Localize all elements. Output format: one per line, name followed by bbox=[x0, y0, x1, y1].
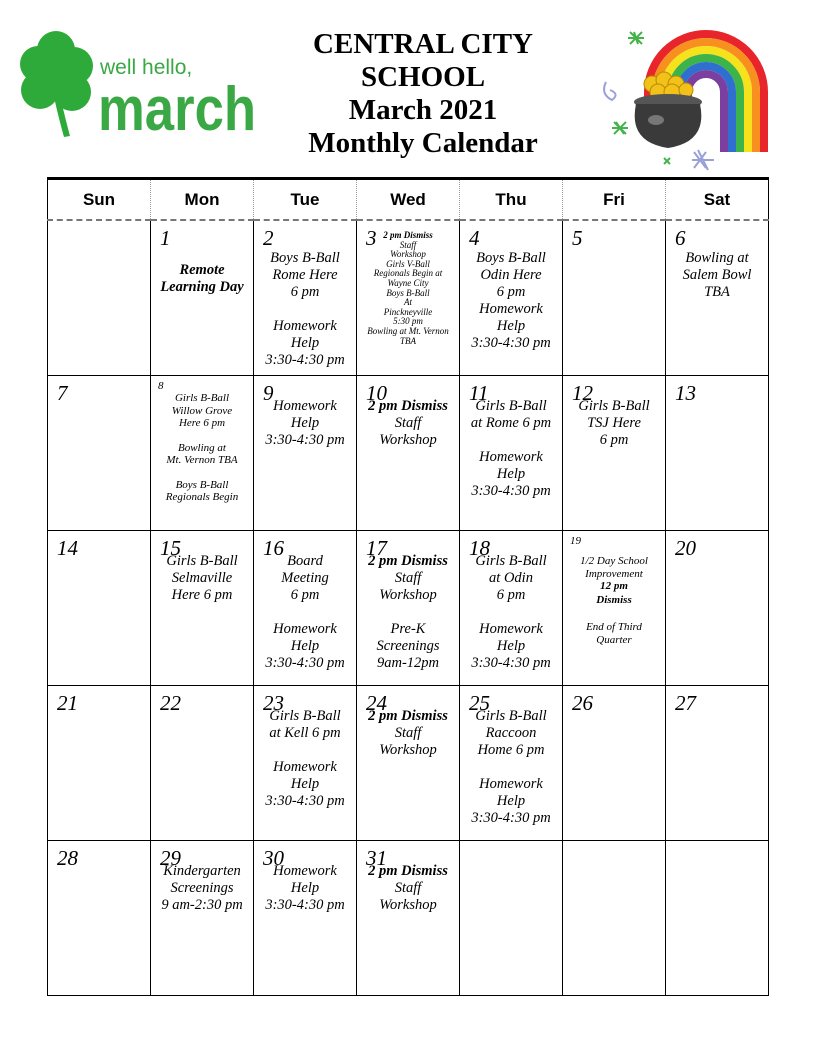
week-row bbox=[48, 531, 769, 686]
event-text: Girls B-Ball bbox=[269, 708, 341, 724]
event-text: Bowling at bbox=[685, 250, 749, 266]
event-text: Help bbox=[290, 335, 320, 351]
event-text: Willow Grove bbox=[171, 404, 233, 417]
event-text: Kindergarten bbox=[163, 863, 241, 879]
day-number bbox=[666, 841, 768, 846]
day-number: 17 bbox=[366, 536, 387, 560]
event-text: Workshop bbox=[379, 587, 437, 603]
event-text: Boys B-Ball bbox=[270, 250, 340, 266]
day-cell bbox=[666, 686, 769, 841]
event-text: Home 6 pm bbox=[477, 742, 545, 758]
event-text: Mt. Vernon TBA bbox=[166, 454, 238, 466]
event-text: Boys B-Ball bbox=[386, 287, 430, 298]
event-text: 6 pm bbox=[290, 284, 320, 300]
event-text: 2 pm Dismiss bbox=[368, 553, 448, 569]
day-cell bbox=[666, 841, 769, 996]
weekday-header: Mon bbox=[151, 179, 254, 221]
event-text: Wayne City bbox=[387, 277, 429, 288]
day-cell bbox=[254, 531, 357, 686]
day-cell bbox=[563, 531, 666, 686]
day-number: 7 bbox=[57, 381, 68, 405]
day-cell bbox=[460, 220, 563, 376]
day-number: 15 bbox=[160, 536, 181, 560]
event-text: Homework bbox=[273, 621, 337, 637]
event-text: Girls B-Ball bbox=[475, 398, 547, 414]
day-cell bbox=[563, 686, 666, 841]
event-text: At bbox=[404, 297, 412, 308]
event-text: Boys B-Ball bbox=[476, 250, 546, 266]
event-text: Help bbox=[496, 793, 526, 809]
day-cell bbox=[254, 841, 357, 996]
event-text: Improvement bbox=[585, 567, 643, 580]
day-cell bbox=[460, 376, 563, 531]
event-text: Here 6 pm bbox=[171, 587, 233, 603]
event-text: 3:30-4:30 pm bbox=[265, 793, 345, 809]
event-text: Regionals Begin bbox=[165, 491, 239, 503]
event-text: Help bbox=[496, 638, 526, 654]
event-text: Board bbox=[287, 553, 323, 569]
event-text: Workshop bbox=[390, 249, 426, 260]
event-text: Boys B-Ball bbox=[175, 478, 229, 491]
weekday-header: Sat bbox=[666, 179, 769, 221]
pot-icon bbox=[634, 94, 702, 148]
day-number: 2 bbox=[263, 226, 274, 250]
day-number: 24 bbox=[366, 691, 387, 715]
event-text: Girls V-Ball bbox=[386, 258, 430, 269]
logo-line-2: march bbox=[98, 75, 256, 144]
day-cell bbox=[48, 220, 151, 376]
event-text: Girls B-Ball bbox=[578, 398, 650, 414]
event-text: 3:30-4:30 pm bbox=[471, 655, 551, 671]
event-text: 3:30-4:30 pm bbox=[471, 335, 551, 351]
event-text: Homework bbox=[273, 863, 337, 879]
weekday-header: Wed bbox=[357, 179, 460, 221]
title-line-3: March 2021 bbox=[348, 94, 498, 126]
event-text: TSJ Here bbox=[587, 415, 641, 431]
day-cell bbox=[357, 841, 460, 996]
day-cell bbox=[254, 220, 357, 376]
event-text: Help bbox=[290, 776, 320, 792]
day-cell bbox=[460, 686, 563, 841]
day-number: 8 bbox=[158, 380, 164, 392]
event-text: Staff bbox=[394, 415, 422, 431]
day-number: 11 bbox=[469, 381, 489, 405]
day-number: 12 bbox=[572, 381, 593, 405]
event-text: 3:30-4:30 pm bbox=[471, 483, 551, 499]
event-text: 2 pm Dismiss bbox=[368, 863, 448, 879]
event-text: 3:30-4:30 pm bbox=[265, 897, 345, 913]
event-text: 2 pm Dismiss bbox=[383, 230, 433, 240]
day-number: 14 bbox=[57, 536, 78, 560]
day-number: 22 bbox=[160, 691, 181, 715]
event-text: Staff bbox=[394, 880, 422, 896]
day-number: 20 bbox=[675, 536, 696, 560]
day-cell bbox=[48, 376, 151, 531]
day-cell bbox=[151, 531, 254, 686]
event-text: 6 pm bbox=[496, 587, 526, 603]
event-text: at Kell 6 pm bbox=[269, 725, 341, 741]
day-cell bbox=[48, 686, 151, 841]
weekday-header-row bbox=[48, 179, 769, 221]
calendar-grid bbox=[47, 177, 769, 996]
event-text: 1/2 Day School bbox=[580, 555, 648, 567]
day-number: 26 bbox=[572, 691, 593, 715]
event-text: Girls B-Ball bbox=[174, 392, 230, 404]
day-number: 31 bbox=[366, 846, 387, 870]
event-text: 3:30-4:30 pm bbox=[265, 352, 345, 368]
day-cell bbox=[357, 376, 460, 531]
event-text: Homework bbox=[273, 398, 337, 414]
day-number: 21 bbox=[57, 691, 78, 715]
event-text: at Odin bbox=[489, 570, 533, 586]
logo-line-1: well hello, bbox=[100, 56, 193, 79]
event-text: 6 pm bbox=[290, 587, 320, 603]
day-cell bbox=[666, 220, 769, 376]
day-number bbox=[48, 221, 150, 226]
shamrock-icon bbox=[20, 31, 93, 137]
title-line-1: CENTRAL CITY bbox=[313, 28, 533, 60]
day-cell bbox=[48, 841, 151, 996]
event-text: 2 pm Dismiss bbox=[368, 398, 448, 414]
event-text: Meeting bbox=[281, 570, 329, 586]
event-text: Staff bbox=[394, 725, 422, 741]
day-number: 25 bbox=[469, 691, 490, 715]
day-cell bbox=[460, 841, 563, 996]
event-text: Dismiss bbox=[596, 593, 632, 606]
day-cell bbox=[151, 220, 254, 376]
weekday-header: Tue bbox=[254, 179, 357, 221]
event-text: Help bbox=[496, 318, 526, 334]
event-text: Girls B-Ball bbox=[166, 553, 238, 569]
day-number: 30 bbox=[263, 846, 284, 870]
event-text: Help bbox=[290, 638, 320, 654]
event-text: Girls B-Ball bbox=[475, 553, 547, 569]
event-text: Homework bbox=[479, 776, 543, 792]
event-text: Screenings bbox=[170, 880, 234, 896]
day-cell bbox=[563, 376, 666, 531]
event-text: 5:30 pm bbox=[393, 316, 423, 327]
event-text: Staff bbox=[394, 570, 422, 586]
event-text: Homework bbox=[479, 449, 543, 465]
day-cell bbox=[151, 686, 254, 841]
day-number bbox=[460, 841, 562, 846]
event-text: Here 6 pm bbox=[178, 417, 226, 429]
day-number: 19 bbox=[570, 535, 581, 547]
event-text: 3:30-4:30 pm bbox=[471, 810, 551, 826]
event-text: Raccoon bbox=[485, 725, 537, 741]
day-number: 4 bbox=[469, 226, 480, 250]
event-text: 3:30-4:30 pm bbox=[265, 432, 345, 448]
weekday-header: Fri bbox=[563, 179, 666, 221]
event-text: Pre-K bbox=[390, 621, 426, 637]
well-hello-march-logo bbox=[14, 24, 260, 144]
event-text: 9 am-2:30 pm bbox=[161, 897, 243, 913]
event-text: Homework bbox=[479, 621, 543, 637]
event-text: Help bbox=[290, 415, 320, 431]
day-cell bbox=[666, 531, 769, 686]
event-text: Girls B-Ball bbox=[475, 708, 547, 724]
event-text: Staff bbox=[399, 239, 417, 250]
event-text: Selmaville bbox=[171, 570, 233, 586]
event-text: Rome Here bbox=[272, 267, 338, 283]
calendar-title bbox=[270, 28, 576, 160]
day-number: 3 bbox=[366, 226, 377, 250]
event-text: Workshop bbox=[379, 742, 437, 758]
day-number: 16 bbox=[263, 536, 284, 560]
event-text: Remote bbox=[179, 262, 225, 278]
event-text: Quarter bbox=[596, 633, 632, 646]
event-text: Odin Here bbox=[480, 267, 542, 283]
rainbow-pot-of-gold-image bbox=[598, 22, 774, 174]
day-cell bbox=[151, 841, 254, 996]
day-cell bbox=[357, 220, 460, 376]
event-text: Help bbox=[290, 880, 320, 896]
week-row bbox=[48, 841, 769, 996]
day-number: 5 bbox=[572, 226, 583, 250]
day-number: 29 bbox=[160, 846, 181, 870]
day-cell bbox=[357, 531, 460, 686]
day-number: 23 bbox=[263, 691, 284, 715]
event-text: TBA bbox=[399, 335, 416, 346]
day-cell bbox=[563, 841, 666, 996]
event-text: 6 pm bbox=[599, 432, 629, 448]
event-text: Workshop bbox=[379, 432, 437, 448]
day-number: 9 bbox=[263, 381, 274, 405]
event-text: Homework bbox=[273, 759, 337, 775]
day-number: 6 bbox=[675, 226, 686, 250]
event-text: Help bbox=[496, 466, 526, 482]
event-text: Workshop bbox=[379, 897, 437, 913]
week-row bbox=[48, 376, 769, 531]
event-text: Bowling at Mt. Vernon bbox=[367, 325, 449, 336]
event-text: Bowling at bbox=[178, 441, 226, 454]
day-number: 27 bbox=[675, 691, 696, 715]
event-text: 6 pm bbox=[496, 284, 526, 300]
event-text: Regionals Begin at bbox=[373, 268, 443, 279]
week-row bbox=[48, 220, 769, 376]
day-cell bbox=[151, 376, 254, 531]
day-cell bbox=[357, 686, 460, 841]
event-text: 12 pm bbox=[600, 580, 628, 592]
day-number: 18 bbox=[469, 536, 490, 560]
event-text: at Rome 6 pm bbox=[470, 415, 552, 431]
day-cell bbox=[563, 220, 666, 376]
weekday-header: Sun bbox=[48, 179, 151, 221]
day-cell bbox=[254, 376, 357, 531]
event-text: Learning Day bbox=[160, 279, 244, 295]
day-number: 28 bbox=[57, 846, 78, 870]
day-cell bbox=[48, 531, 151, 686]
day-number: 13 bbox=[675, 381, 696, 405]
title-line-4: Monthly Calendar bbox=[308, 127, 538, 159]
event-text: Homework bbox=[479, 301, 543, 317]
event-text: 9am-12pm bbox=[376, 655, 440, 671]
event-text: 3:30-4:30 pm bbox=[265, 655, 345, 671]
day-cell bbox=[460, 531, 563, 686]
week-row bbox=[48, 686, 769, 841]
weekday-header: Thu bbox=[460, 179, 563, 221]
event-text: Pinckneyville bbox=[383, 306, 433, 317]
day-number bbox=[563, 841, 665, 846]
event-text: End of Third bbox=[586, 621, 642, 633]
day-number: 10 bbox=[366, 381, 387, 405]
event-text: Salem Bowl bbox=[682, 267, 752, 283]
event-text: Homework bbox=[273, 318, 337, 334]
title-line-2: SCHOOL bbox=[360, 61, 486, 93]
day-number: 1 bbox=[160, 226, 171, 250]
event-text: 2 pm Dismiss bbox=[368, 708, 448, 724]
event-text: TBA bbox=[704, 284, 730, 300]
day-cell bbox=[254, 686, 357, 841]
day-cell bbox=[666, 376, 769, 531]
event-text: Screenings bbox=[376, 638, 440, 654]
